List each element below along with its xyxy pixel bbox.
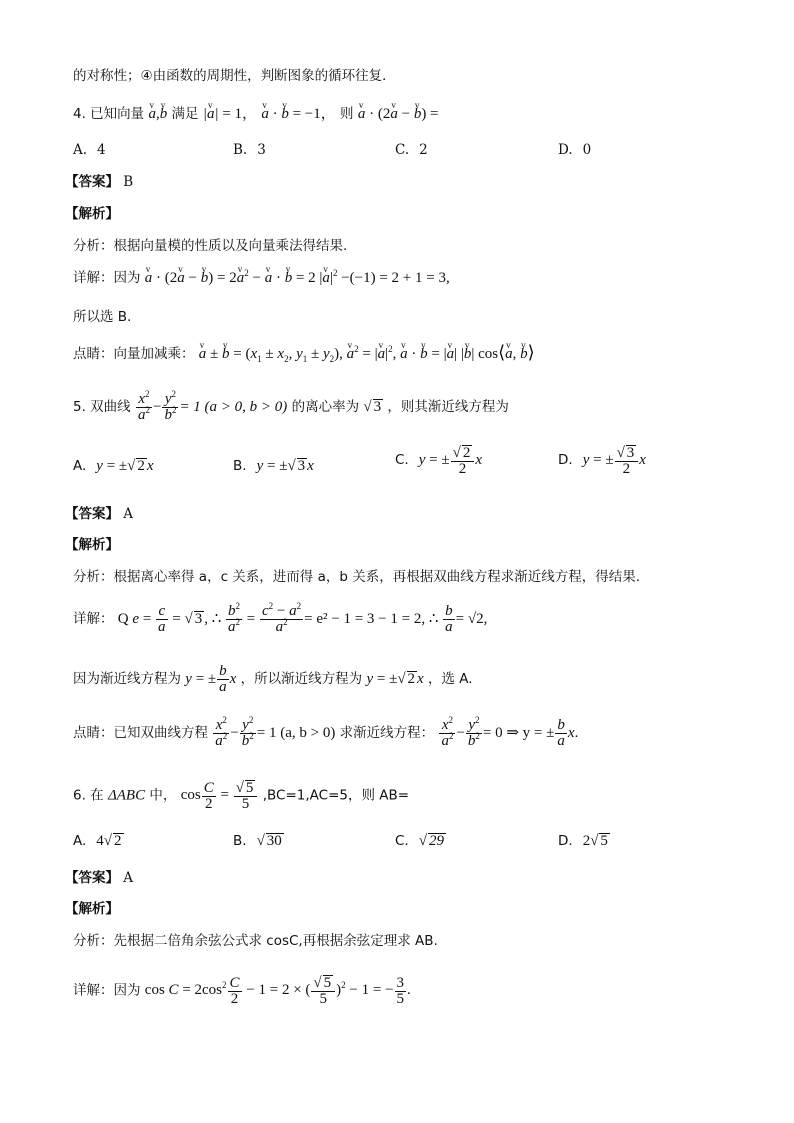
q4-stem-ask: 则 — [340, 106, 354, 122]
q4-option-b: B. 3 — [233, 142, 266, 158]
q5-answer-tag: 【答案】 — [65, 506, 119, 522]
q6-option-b: B. √ 30 — [233, 833, 282, 849]
q4-answer-tag: 【答案】 — [65, 174, 119, 190]
q5-tip-equation: $\frac{x^2}{a^2}$ − $\frac{y^2}{b^2}$ = 1 (a, b > 0) — [215, 715, 336, 749]
q5-analysis-line: 分析：根据离心率得 a，c 关系，进而得 a，b 关系，再根据双曲线方程求渐近线方程，得结果. — [73, 569, 640, 585]
q6-stem-triangle: ΔABC — [107, 787, 146, 804]
q6-option-d: D. 2√ 5 — [558, 833, 608, 849]
q5-stem-suffix: ，则其渐近线方程为 — [387, 398, 509, 415]
q6-stem-mid: 中， — [149, 787, 177, 804]
q5-stem-ecc: √ 3 — [363, 398, 382, 415]
q5-tip-mid: 求渐近线方程： — [339, 724, 435, 741]
q5-option-b: B. y = ±√ 3 x — [233, 458, 314, 474]
q5-asym-result: y = ±√ 2 x — [366, 670, 424, 687]
q4-analysis-tag: 【解析】 — [65, 206, 119, 222]
q5-stem-mid: 的离心率为 — [291, 398, 360, 415]
q5-answer — [65, 504, 133, 524]
q4-detail — [73, 268, 450, 288]
intro-line: 的对称性；④由函数的周期性，判断图象的循环往复． — [73, 68, 396, 84]
q6-answer-value: A — [123, 870, 134, 886]
q4-stem-cond1: |v a| = 1， — [203, 106, 257, 122]
q4-stem-cond2: v a · v b = −1， — [261, 106, 335, 122]
q5-detail-prefix: 详解： — [73, 610, 114, 627]
q4-choose-line: 所以选 B. — [73, 309, 132, 325]
q4-option-d: D. 0 — [558, 142, 592, 158]
q6-detail-prefix: 详解：因为 — [73, 982, 141, 999]
q5-stem-prefix: 5. 双曲线 — [73, 398, 131, 415]
q6-stem-given: ,BC=1,AC=5，则 AB= — [262, 787, 410, 804]
q5-analysis-tag: 【解析】 — [65, 537, 119, 553]
q5-stem — [73, 389, 509, 423]
q4-option-a: A. 4 — [73, 142, 106, 158]
q4-analysis-line: 分析：根据向量模的性质以及向量乘法得结果. — [73, 238, 348, 254]
q4-tip-expr: v a ± v $b = (x_1 \pm x_2$, $y_1 \pm y_2$), v $a^2 = |v$ $a|^2$, v a · v b = |v a| |v b| cos⟨v a, v b⟩ — [199, 346, 535, 362]
q5-option-d: D. y = ± $\frac{√ 3}{2}$ x — [558, 445, 646, 477]
q6-answer-tag: 【答案】 — [65, 870, 119, 886]
q5-detail-expr: Q e = $\frac{c}{a}$ = √ 3 , ∴ $\frac{b^2}{a^2}$ = $\frac{c^2 - a^2}{a^2}$ = e² − 1 = 3 − 1 = 2, ∴ $\frac{b}{a}$ = √2, — [117, 601, 488, 635]
q6-stem — [73, 780, 409, 812]
q4-stem-mid: 满足 — [171, 106, 199, 122]
q6-detail — [73, 975, 411, 1007]
q4-answer-value: B — [123, 174, 134, 190]
q6-option-a: A. 4√ 2 — [73, 833, 122, 849]
q5-answer-value: A — [123, 506, 134, 522]
q6-stem-prefix: 6. 在 — [73, 787, 104, 804]
q4-detail-expr: v a · (2v a − v b) = 2v $a^2 - v$ a · v b = 2 |v $a|^2 -(-1) = 2 + 1 = 3$, — [145, 270, 450, 286]
q6-option-c: C. √ 29 — [395, 833, 444, 849]
q5-asym-mid: ，所以渐近线方程为 — [240, 670, 363, 687]
q4-tip-prefix: 点睛：向量加减乘： — [73, 346, 195, 362]
q4-tip — [73, 342, 535, 364]
q5-asym-suffix: ，选 A. — [428, 670, 473, 687]
q6-stem-cos: cos $\frac{C}{2}$ = $\frac{√ 5}{5}$ — [181, 787, 259, 803]
q6-detail-expr: $\cos C = 2\cos^2$ $\frac{C}{2}$ − 1 = 2 × ( $\frac{√ 5}{5}$ )$^2$ − 1 = − $\frac{3}{5}$ . — [144, 974, 411, 1007]
q5-tip-result: $\frac{x^2}{a^2}$ − $\frac{y^2}{b^2}$ = 0 ⇒ y = ± $\frac{b}{a}$ x. — [441, 715, 579, 749]
q4-option-c: C. 2 — [395, 142, 428, 158]
q5-asymptote-line — [73, 664, 473, 695]
q6-answer — [65, 868, 133, 888]
q4-stem-prefix: 4. 已知向量 — [73, 106, 145, 122]
q5-stem-equation: $\frac{x^2}{a^2}$ − $\frac{y^2}{b^2}$ = 1 (a > 0, b > 0) — [137, 389, 288, 423]
q5-option-c: C. y = ± $\frac{√ 2}{2}$ x — [395, 445, 482, 477]
q4-stem — [73, 104, 439, 124]
q4-stem-expr: v a · (2v a − v b) = — [358, 106, 439, 122]
q5-tip — [73, 715, 579, 749]
q4-detail-prefix: 详解：因为 — [73, 270, 141, 286]
q5-asym-general: y = ± $\frac{b}{a}$ x — [185, 663, 237, 695]
q6-analysis-tag: 【解析】 — [65, 901, 119, 917]
q5-asym-prefix: 因为渐近线方程为 — [73, 670, 181, 687]
q5-tip-prefix: 点睛：已知双曲线方程 — [73, 724, 208, 741]
q6-analysis-line: 分析：先根据二倍角余弦公式求 cosC,再根据余弦定理求 AB. — [73, 933, 438, 949]
q4-answer — [65, 172, 133, 192]
q5-detail — [73, 601, 488, 635]
q5-option-a: A. y = ±√ 2 x — [73, 458, 154, 474]
q4-stem-vectors: v a,v b — [148, 106, 167, 122]
